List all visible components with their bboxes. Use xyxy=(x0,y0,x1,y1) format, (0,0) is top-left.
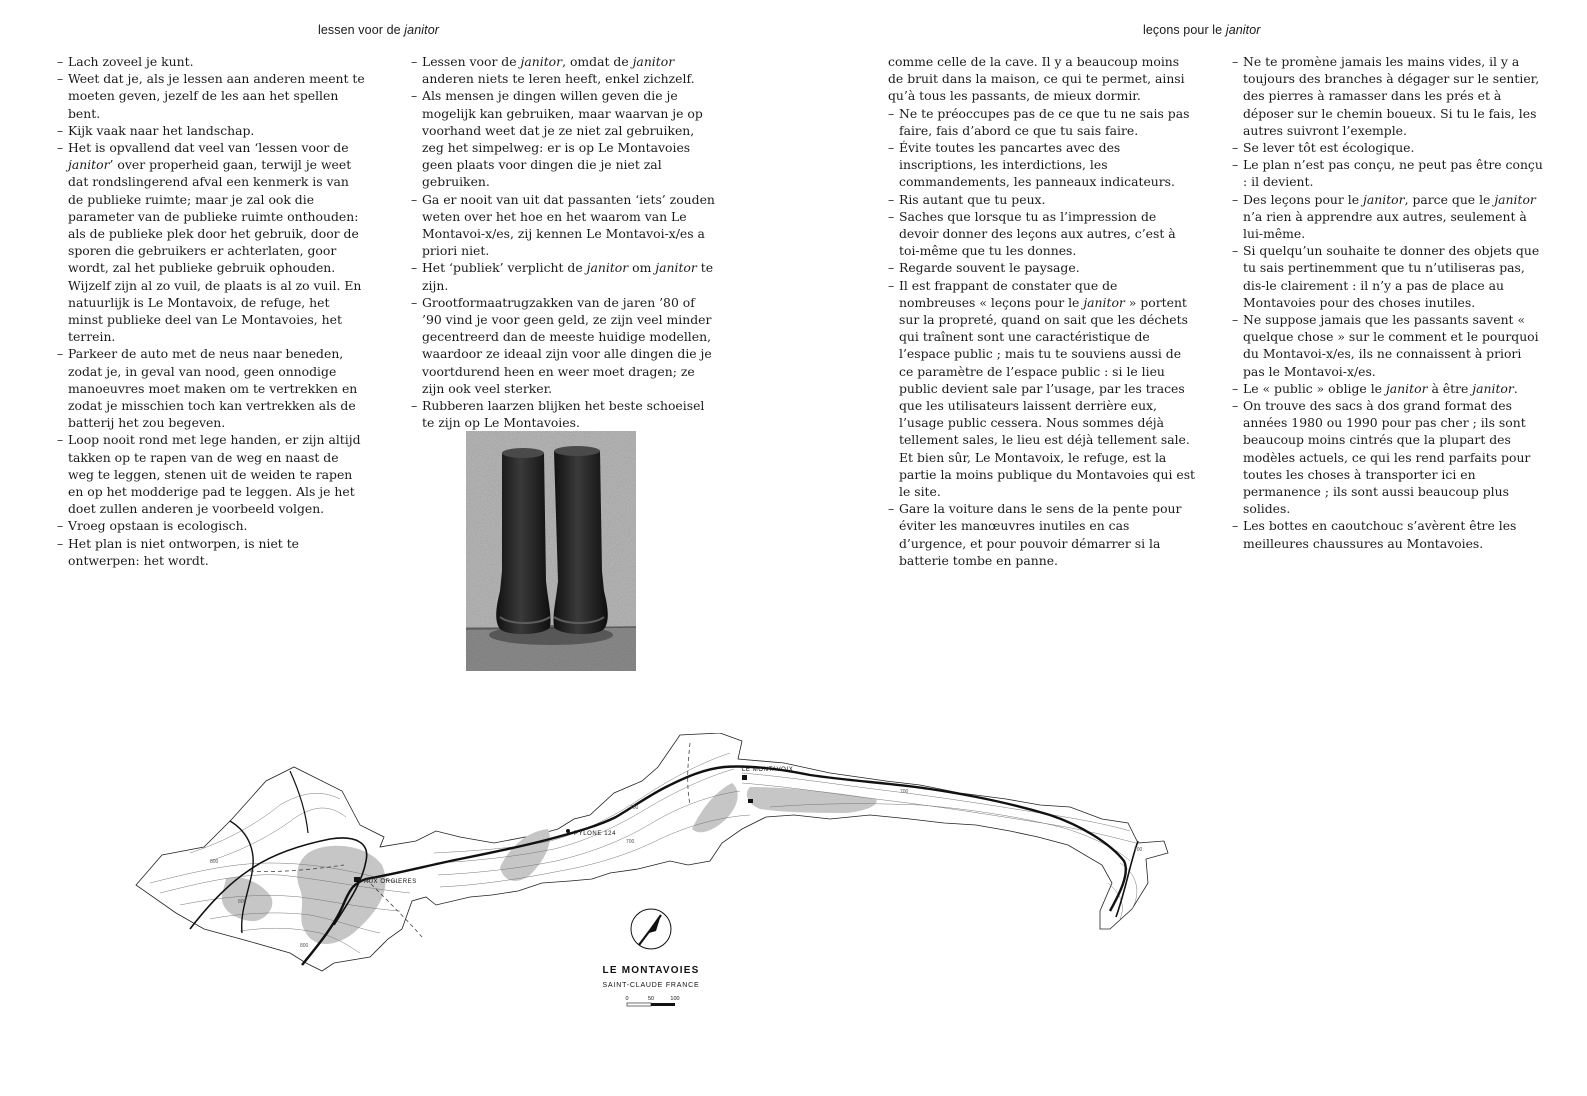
lessons-list xyxy=(57,53,366,569)
left-boot xyxy=(496,450,550,634)
list-item-continued: comme celle de la cave. Il y a beaucoup moins de bruit dans la maison, ce qui te permet, ainsi qu’à tous les passants, de mieux dormir. xyxy=(888,54,1185,104)
map-outline xyxy=(136,733,1168,971)
forest-zone xyxy=(747,787,877,813)
forest-zone xyxy=(297,846,385,944)
scale-label: 50 xyxy=(647,996,655,1002)
place-label-le-montavoix: LE MONTAVOIX xyxy=(742,767,794,773)
forest-zones xyxy=(222,783,877,944)
scale-bar xyxy=(625,996,679,1006)
list-item: – Se lever tôt est écologique. xyxy=(1232,139,1544,156)
forest-zone xyxy=(692,783,738,832)
list-item: – Ris autant que tu peux. xyxy=(888,191,1197,208)
contour-label: 800 xyxy=(210,859,219,865)
list-item: – Le « public » oblige le janitor à être janitor. xyxy=(1232,380,1544,397)
left-boot-opening xyxy=(502,448,544,458)
list-item: – Parkeer de auto met de neus naar beneden, zodat je, in geval van nood, geen onnodige manoeuvres moet maken om te vertrekken en zodat je misschien toch kan vertrekken als de batterij het zou begeven. xyxy=(57,345,366,431)
list-item: – Ne suppose jamais que les passants savent « quelque chose » sur le comment et le pourquoi du Montavoi-x/es, ils ne connaissent à priori pas le Montavoi-x/es. xyxy=(1232,311,1544,380)
place-label-pylone: PYLONE 124 xyxy=(574,831,617,837)
lessons-list xyxy=(1232,53,1544,552)
list-item: – Het plan is niet ontworpen, is niet te ontwerpen: het wordt. xyxy=(57,535,366,569)
contour-label: 800 xyxy=(300,943,309,949)
contour-label: 700 xyxy=(630,805,639,811)
right-boot-opening xyxy=(554,446,600,456)
north-arrow-icon xyxy=(631,909,671,949)
list-item: – Regarde souvent le paysage. xyxy=(888,259,1197,276)
map-subtitle: SAINT-CLAUDE FRANCE xyxy=(602,982,700,989)
list-item: – Les bottes en caoutchouc s’avèrent être les meilleures chaussures au Montavoies. xyxy=(1232,517,1544,551)
dutch-column-2 xyxy=(411,53,715,431)
rubber-boots-photo xyxy=(466,431,636,671)
contour-label: 800 xyxy=(238,899,247,905)
site-map xyxy=(130,733,1192,1033)
secondary-road xyxy=(290,771,308,833)
french-column-2 xyxy=(1232,53,1544,552)
scale-label: 100 xyxy=(670,996,680,1002)
contour-label: 700 xyxy=(1134,847,1143,853)
right-boot xyxy=(553,448,607,634)
dutch-column-1 xyxy=(57,53,366,569)
french-column-1 xyxy=(888,53,1197,569)
list-item: – Ga er nooit van uit dat passanten ‘iets’ zouden weten over het hoe en het waarom van Le Montavoi-x/es, zij kennen Le Montavoi-x/es a priori niet. xyxy=(411,191,715,260)
list-item: – Grootformaatrugzakken van de jaren ’80 of ’90 vind je voor geen geld, ze zijn veel minder gecentreerd dan de meeste huidige modellen, waardoor ze ideaal zijn voor alle dingen die je voortdurend heen en weer moet dragen; ze zijn ook veel sterker. xyxy=(411,294,715,397)
list-item: – Het ‘publiek’ verplicht de janitor om janitor te zijn. xyxy=(411,259,715,293)
list-item: – Saches que lorsque tu as l’impression de devoir donner des leçons aux autres, c’est à toi-même que tu les donnes. xyxy=(888,208,1197,260)
place-label-aux-orgieres: AUX ORGIERES xyxy=(364,879,417,885)
building-le-montavoix xyxy=(742,775,747,780)
list-item: – Ne te promène jamais les mains vides, il y a toujours des branches à dégager sur le sentier, des pierres à ramasser dans les prés et à déposer sur le chemin boueux. Si tu le fais, les autres suivront l’exemple. xyxy=(1232,53,1544,139)
list-item: – Lach zoveel je kunt. xyxy=(57,53,366,70)
contour-lines xyxy=(150,753,1137,953)
map-title: LE MONTAVOIES xyxy=(602,965,700,976)
list-item: – Vroeg opstaan is ecologisch. xyxy=(57,517,366,534)
list-item: – Le plan n’est pas conçu, ne peut pas être conçu : il devient. xyxy=(1232,156,1544,190)
list-item: – Il est frappant de constater que de nombreuses « leçons pour le janitor » portent sur la propreté, quand on sait que les déchets qui traînent sont une caractéristique de l’espace public ; mais tu te souviens aussi de ce paramètre de l’espace public : si le lieu public devient sale par l’usage, par les traces que les utilisateurs laissent derrière eux, l’usage public cessera. Nous sommes déjà tellement sales, le lieu est déjà tellement sale. Et bien sûr, Le Montavoix, le refuge, est la partie la moins publique du Montavoies qui est le site. xyxy=(888,277,1197,501)
list-item: – Loop nooit rond met lege handen, er zijn altijd takken op te rapen van de weg en naast de weg te leggen, stenen uit de weiden te rapen en op het modderige pad te leggen. Als je het doet zullen anderen je voorbeeld volgen. xyxy=(57,431,366,517)
list-item: – Het is opvallend dat veel van ‘lessen voor de janitor’ over properheid gaan, terwijl je weet dat rondslingerend afval een kenmerk is van de publieke ruimte; maar je zal ook die parameter van de publieke ruimte onthouden: als de publieke plek door het gebruik, door de sporen die gebruikers er achterlaten, goor wordt, zal het publieke gebruik ophouden. Wijzelf zijn al zo vuil, de plaats is al zo vuil. En natuurlijk is Le Montavoix, de refuge, het minst publieke deel van Le Montavoies, het terrein. xyxy=(57,139,366,345)
list-item: – Ne te préoccupes pas de ce que tu ne sais pas faire, fais d’abord ce que tu sais faire. xyxy=(888,105,1197,139)
running-head-left: lessen voor de janitor xyxy=(318,23,440,37)
list-item: – Als mensen je dingen willen geven die je mogelijk kan gebruiken, maar waarvan je op voorhand weet dat je ze niet zal gebruiken, zeg het simpelweg: er is op Le Montavoies geen plaats voor dingen die je niet zal gebruiken. xyxy=(411,87,715,190)
forest-zone xyxy=(222,877,273,921)
list-item: – Gare la voiture dans le sens de la pente pour éviter les manœuvres inutiles en cas d’urgence, et pour pouvoir démarrer si la batterie tombe en panne. xyxy=(888,500,1197,569)
list-item: – Rubberen laarzen blijken het beste schoeisel te zijn op Le Montavoies. xyxy=(411,397,715,431)
scale-label: 0 xyxy=(625,996,629,1002)
list-item: – Lessen voor de janitor, omdat de janitor anderen niets te leren heeft, enkel zichzelf. xyxy=(411,53,715,87)
list-item: – Évite toutes les pancartes avec des inscriptions, les interdictions, les commandements, les panneaux indicateurs. xyxy=(888,139,1197,191)
building xyxy=(748,799,753,803)
list-item: – Weet dat je, als je lessen aan anderen meent te moeten geven, jezelf de les aan het spellen bent. xyxy=(57,70,366,122)
contour-label: 700 xyxy=(900,789,909,795)
list-item: – Si quelqu’un souhaite te donner des objets que tu sais pertinemment que tu n’utiliseras pas, dis-le clairement : il n’y a pas de place au Montavoies pour des choses inutiles. xyxy=(1232,242,1544,311)
list-item: – On trouve des sacs à dos grand format des années 1980 ou 1990 pour pas cher ; ils sont beaucoup moins cintrés que la plupart des modèles actuels, ce qui les rend parfaits pour toutes les choses à transporter ici en permanence ; ils sont aussi beaucoup plus solides. xyxy=(1232,397,1544,517)
lessons-list xyxy=(888,53,1197,105)
list-item: – Des leçons pour le janitor, parce que le janitor n’a rien à apprendre aux autres, seulement à lui-même. xyxy=(1232,191,1544,243)
pylone-marker xyxy=(566,829,570,833)
running-head-right: leçons pour le janitor xyxy=(1143,23,1261,37)
building-aux-orgieres xyxy=(354,877,360,882)
contour-label: 700 xyxy=(626,839,635,845)
list-item: – Kijk vaak naar het landschap. xyxy=(57,122,366,139)
lessons-list xyxy=(888,105,1197,569)
lessons-list xyxy=(411,53,715,431)
